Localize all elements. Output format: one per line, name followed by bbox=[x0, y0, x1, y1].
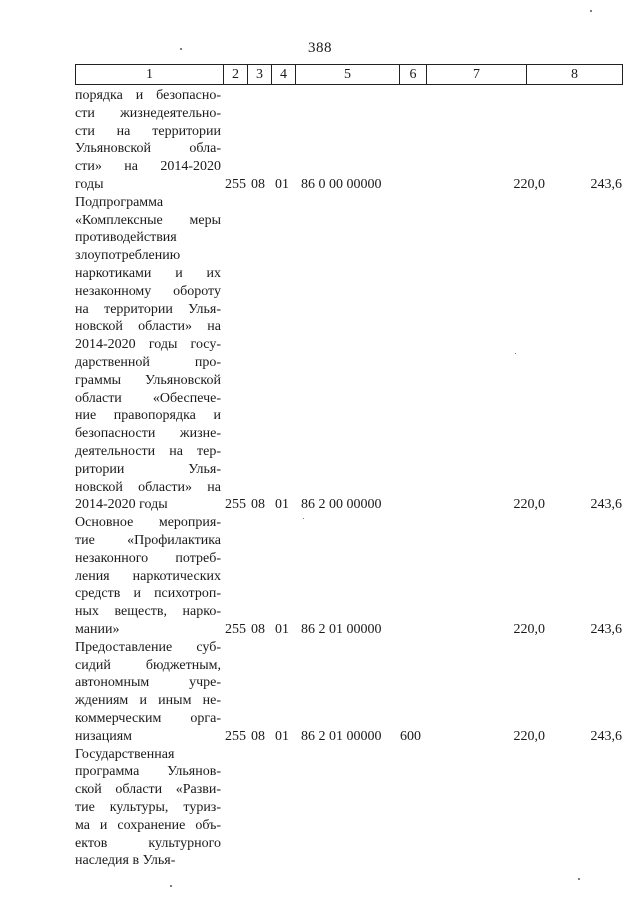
cell-c5: 86 2 01 00000 bbox=[301, 728, 382, 744]
description-line: ектов культурного bbox=[75, 835, 221, 851]
cell-c5: 86 2 01 00000 bbox=[301, 621, 382, 637]
description-line: 2014-2020 годы bbox=[75, 497, 168, 513]
cell-c7: 220,0 bbox=[513, 177, 545, 192]
description-line: ритории Улья- bbox=[75, 461, 221, 477]
description-line: 2014-2020 годы госу- bbox=[75, 337, 221, 353]
header-col-8: 8 bbox=[571, 67, 578, 82]
header-col-1: 1 bbox=[76, 65, 224, 84]
cell-c4: 01 bbox=[275, 497, 289, 513]
cell-c4: 01 bbox=[275, 728, 289, 744]
description-line: годы bbox=[75, 176, 104, 192]
description-line: ма и сохранение объ- bbox=[75, 817, 221, 833]
description-line: сти» на 2014-2020 bbox=[75, 159, 221, 175]
description-line: незаконного потреб- bbox=[75, 550, 221, 566]
scan-speck bbox=[590, 10, 592, 12]
table-row bbox=[75, 639, 623, 746]
description-line: незаконному обороту bbox=[75, 283, 221, 299]
page-number: 388 bbox=[308, 40, 332, 56]
description-line: сидий бюджетным, bbox=[75, 657, 221, 673]
description-line: ления наркотических bbox=[75, 568, 221, 584]
description-line: сти на территории bbox=[75, 123, 221, 139]
cell-c5: 86 2 00 00000 bbox=[301, 497, 382, 513]
table-row bbox=[75, 194, 623, 514]
row-description bbox=[75, 746, 221, 871]
description-line: тие «Профилактика bbox=[75, 532, 221, 548]
description-line: дарственной про- bbox=[75, 354, 221, 370]
description-line: новской области» на bbox=[75, 319, 221, 335]
description-line: Государственная bbox=[75, 746, 175, 762]
description-line: безопасности жизне- bbox=[75, 426, 221, 442]
cell-c3: 08 bbox=[251, 177, 265, 192]
description-line: порядка и безопасно- bbox=[75, 88, 221, 103]
cell-c4: 01 bbox=[275, 177, 289, 192]
cell-c7: 220,0 bbox=[513, 497, 545, 513]
description-line: новской области» на bbox=[75, 479, 221, 495]
row-description bbox=[75, 194, 221, 514]
description-line: тие культуры, туриз- bbox=[75, 799, 221, 815]
cell-c5: 86 0 00 00000 bbox=[301, 177, 382, 192]
scan-speck bbox=[578, 878, 580, 880]
table-row bbox=[75, 746, 623, 871]
cell-c3: 08 bbox=[251, 497, 265, 513]
description-line: на территории Улья- bbox=[75, 301, 221, 317]
description-line: противодействия bbox=[75, 230, 177, 246]
header-col-2: 2 bbox=[224, 65, 248, 84]
scan-speck bbox=[170, 885, 172, 887]
description-line: «Комплексные меры bbox=[75, 212, 221, 228]
cell-c3: 08 bbox=[251, 728, 265, 744]
cell-c4: 01 bbox=[275, 621, 289, 637]
description-line: злоупотреблению bbox=[75, 248, 181, 264]
description-line: коммерческим орга- bbox=[75, 710, 221, 726]
cell-c3: 08 bbox=[251, 621, 265, 637]
table-header bbox=[75, 64, 623, 85]
description-line: деятельности на тер- bbox=[75, 443, 221, 459]
description-line: ние правопорядка и bbox=[75, 408, 221, 424]
description-line: низациям bbox=[75, 728, 133, 744]
description-line: Предоставление суб- bbox=[75, 639, 221, 655]
scan-speck bbox=[303, 518, 304, 519]
description-line: наследия в Улья- bbox=[75, 853, 176, 869]
cell-c8: 243,6 bbox=[590, 177, 622, 192]
header-col-3: 3 bbox=[248, 65, 272, 84]
cell-c8: 243,6 bbox=[590, 728, 622, 744]
header-col-5: 5 bbox=[296, 65, 400, 84]
cell-c7: 220,0 bbox=[513, 728, 545, 744]
table-row bbox=[75, 514, 623, 639]
description-line: граммы Ульяновской bbox=[75, 372, 221, 388]
cell-c6: 600 bbox=[400, 728, 421, 744]
cell-c2: 255 bbox=[225, 497, 246, 513]
row-description bbox=[75, 639, 221, 746]
description-line: Ульяновской обла- bbox=[75, 141, 221, 157]
cell-c8: 243,6 bbox=[590, 621, 622, 637]
description-line: Подпрограмма bbox=[75, 194, 164, 210]
description-line: Основное мероприя- bbox=[75, 515, 221, 531]
row-description bbox=[75, 87, 221, 194]
cell-c2: 255 bbox=[225, 177, 246, 192]
description-line: сти жизнедеятельно- bbox=[75, 105, 221, 121]
cell-c2: 255 bbox=[225, 728, 246, 744]
description-line: области «Обеспече- bbox=[75, 390, 221, 406]
cell-c7: 220,0 bbox=[513, 621, 545, 637]
scan-speck bbox=[515, 353, 516, 354]
description-line: ской области «Разви- bbox=[75, 782, 221, 798]
cell-c8: 243,6 bbox=[590, 497, 622, 513]
description-line: программа Ульянов- bbox=[75, 764, 221, 780]
description-line: средств и психотроп- bbox=[75, 586, 221, 602]
cell-c2: 255 bbox=[225, 621, 246, 637]
header-col-4: 4 bbox=[272, 65, 296, 84]
table-row bbox=[75, 87, 623, 194]
description-line: наркотиками и их bbox=[75, 265, 221, 281]
description-line: ждениям и иным не- bbox=[75, 693, 221, 709]
scan-speck bbox=[180, 48, 182, 50]
description-line: мании» bbox=[75, 621, 120, 637]
header-col-7: 7 bbox=[427, 65, 527, 84]
description-line: ных веществ, нарко- bbox=[75, 604, 221, 620]
description-line: автономным учре- bbox=[75, 675, 221, 691]
row-description bbox=[75, 514, 221, 639]
header-col-6: 6 bbox=[400, 65, 427, 84]
